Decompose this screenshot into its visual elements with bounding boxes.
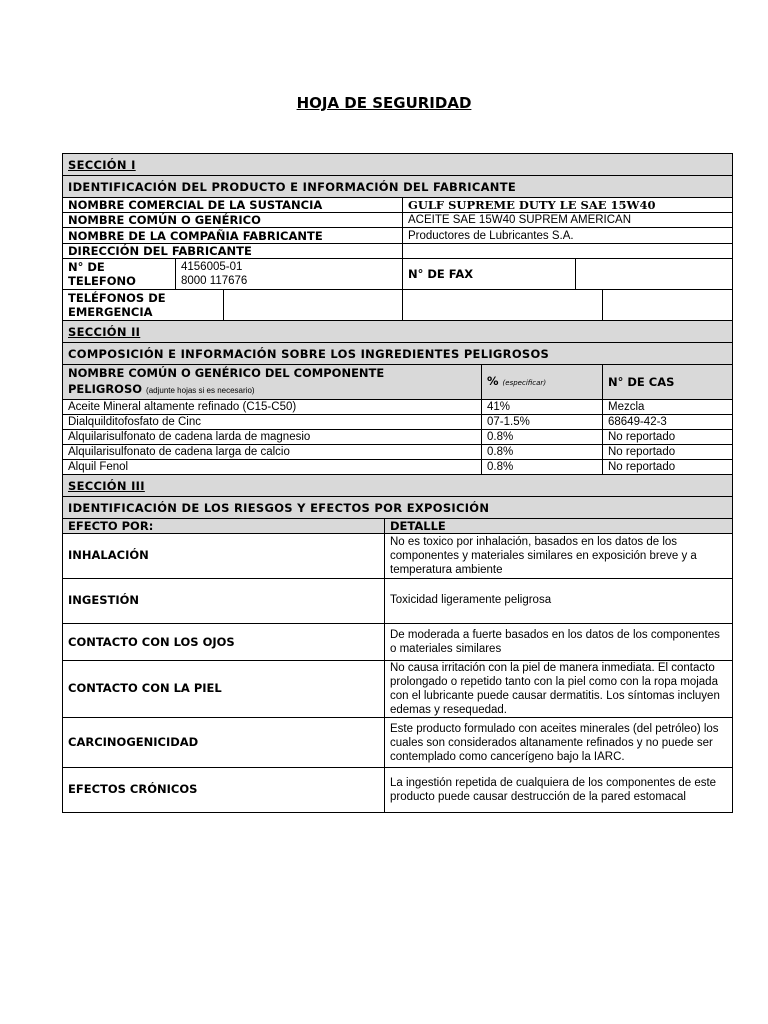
field-label: DIRECCIÓN DEL FABRICANTE <box>63 244 403 259</box>
effect-detail: Toxicidad ligeramente peligrosa <box>385 579 733 624</box>
product-row <box>63 228 733 244</box>
emergency-value-1 <box>224 290 403 321</box>
ingredient-cas: No reportado <box>603 445 733 460</box>
effect-label: INHALACIÓN <box>63 534 385 579</box>
product-row <box>63 198 733 213</box>
ingredient-name: Dialquilditofosfato de Cinc <box>63 415 482 430</box>
emergency-label-line-2: EMERGENCIA <box>68 305 153 319</box>
field-value: Productores de Lubricantes S.A. <box>403 228 733 244</box>
ingredient-percent: 41% <box>482 400 603 415</box>
effect-row <box>63 661 733 718</box>
phone-value-2: 8000 117676 <box>181 275 248 287</box>
document-title: HOJA DE SEGURIDAD <box>296 94 472 112</box>
section1-title-row <box>63 176 733 198</box>
ingredient-cas: Mezcla <box>603 400 733 415</box>
section1-title: IDENTIFICACIÓN DEL PRODUCTO E INFORMACIÓN DEL FABRICANTE <box>63 176 733 198</box>
percent-header-label: % <box>487 374 499 388</box>
field-label: NOMBRE COMERCIAL DE LA SUSTANCIA <box>63 198 403 213</box>
ingredient-row <box>63 445 733 460</box>
product-row <box>63 244 733 259</box>
phone-value-1: 4156005-01 <box>181 261 243 273</box>
section3-heading-row <box>63 475 733 497</box>
effect-label: INGESTIÓN <box>63 579 385 624</box>
effect-label: EFECTOS CRÓNICOS <box>63 768 385 813</box>
section2-title: COMPOSICIÓN E INFORMACIÓN SOBRE LOS INGREDIENTES PELIGROSOS <box>63 343 733 365</box>
section3-title-row <box>63 497 733 519</box>
composition-header-row <box>63 365 733 400</box>
effect-row <box>63 768 733 813</box>
effect-row <box>63 534 733 579</box>
field-value <box>403 244 733 259</box>
field-label: NOMBRE COMÚN O GENÉRICO <box>63 213 403 228</box>
effect-detail: No causa irritación con la piel de manera inmediata. El contacto prolongado o repetido tanto con la piel como con la ropa mojada con el lubricante puede causar dermatitis. Los síntomas incluyen edemas y resequedad. <box>385 661 733 718</box>
emergency-label <box>63 290 224 321</box>
effect-label: CONTACTO CON LOS OJOS <box>63 624 385 661</box>
ingredient-percent: 0.8% <box>482 430 603 445</box>
safety-data-table <box>62 153 733 813</box>
ingredient-percent: 0.8% <box>482 460 603 475</box>
ingredient-name: Alquilarisulfonato de cadena larda de magnesio <box>63 430 482 445</box>
component-name-header <box>63 365 482 400</box>
ingredient-row <box>63 415 733 430</box>
cas-header: N° DE CAS <box>603 365 733 400</box>
component-name-header-line-2: PELIGROSO <box>68 382 143 396</box>
component-name-header-line-1: NOMBRE COMÚN O GENÉRICO DEL COMPONENTE <box>68 366 385 380</box>
effect-label: CONTACTO CON LA PIEL <box>63 661 385 718</box>
emergency-value-3 <box>603 290 733 321</box>
section2-title-row <box>63 343 733 365</box>
ingredient-row <box>63 400 733 415</box>
ingredient-percent: 07-1.5% <box>482 415 603 430</box>
effect-column-header: EFECTO POR: <box>63 519 385 534</box>
ingredient-cas: No reportado <box>603 460 733 475</box>
emergency-value-2 <box>403 290 603 321</box>
emergency-label-line-1: TELÉFONOS DE <box>68 291 166 305</box>
fax-label: N° DE FAX <box>403 259 576 290</box>
ingredient-name: Alquil Fenol <box>63 460 482 475</box>
phone-row <box>63 259 733 290</box>
emergency-row <box>63 290 733 321</box>
effect-row <box>63 579 733 624</box>
phone-label-line-2: TELEFONO <box>68 274 136 288</box>
field-value: GULF SUPREME DUTY LE SAE 15W40 <box>403 198 733 213</box>
effect-detail: La ingestión repetida de cualquiera de los componentes de este producto puede causar destrucción de la pared estomacal <box>385 768 733 813</box>
ingredient-name: Alquilarisulfonato de cadena larga de calcio <box>63 445 482 460</box>
phone-label-line-1: N° DE <box>68 260 105 274</box>
field-value: ACEITE SAE 15W40 SUPREM AMERICAN <box>403 213 733 228</box>
effect-label: CARCINOGENICIDAD <box>63 718 385 768</box>
effect-detail: De moderada a fuerte basados en los datos de los componentes o materiales similares <box>385 624 733 661</box>
section3-heading: SECCIÓN III <box>68 478 145 493</box>
detail-column-header: DETALLE <box>385 519 733 534</box>
component-name-header-note: (adjunte hojas si es necesario) <box>146 386 255 395</box>
section2-heading-row <box>63 321 733 343</box>
field-label: NOMBRE DE LA COMPAÑIA FABRICANTE <box>63 228 403 244</box>
section3-title: IDENTIFICACIÓN DE LOS RIESGOS Y EFECTOS POR EXPOSICIÓN <box>63 497 733 519</box>
phone-label <box>63 259 176 290</box>
section2-heading: SECCIÓN II <box>68 324 141 339</box>
effects-header-row <box>63 519 733 534</box>
ingredient-cas: No reportado <box>603 430 733 445</box>
effect-detail: Este producto formulado con aceites minerales (del petróleo) los cuales son considerados altanamente refinados y no puede ser contemplado como cancerígeno bajo la IARC. <box>385 718 733 768</box>
phone-values <box>176 259 403 290</box>
effect-row <box>63 718 733 768</box>
effect-row <box>63 624 733 661</box>
percent-header <box>482 365 603 400</box>
ingredient-cas: 68649-42-3 <box>603 415 733 430</box>
percent-header-note: (especificar) <box>502 379 547 387</box>
product-row <box>63 213 733 228</box>
ingredient-name: Aceite Mineral altamente refinado (C15-C50) <box>63 400 482 415</box>
section1-heading: SECCIÓN I <box>68 157 136 172</box>
fax-value <box>576 259 733 290</box>
ingredient-percent: 0.8% <box>482 445 603 460</box>
effect-detail: No es toxico por inhalación, basados en los datos de los componentes y materiales similares en exposición breve y a temperatura ambiente <box>385 534 733 579</box>
ingredient-row <box>63 460 733 475</box>
section1-heading-row <box>63 154 733 176</box>
ingredient-row <box>63 430 733 445</box>
